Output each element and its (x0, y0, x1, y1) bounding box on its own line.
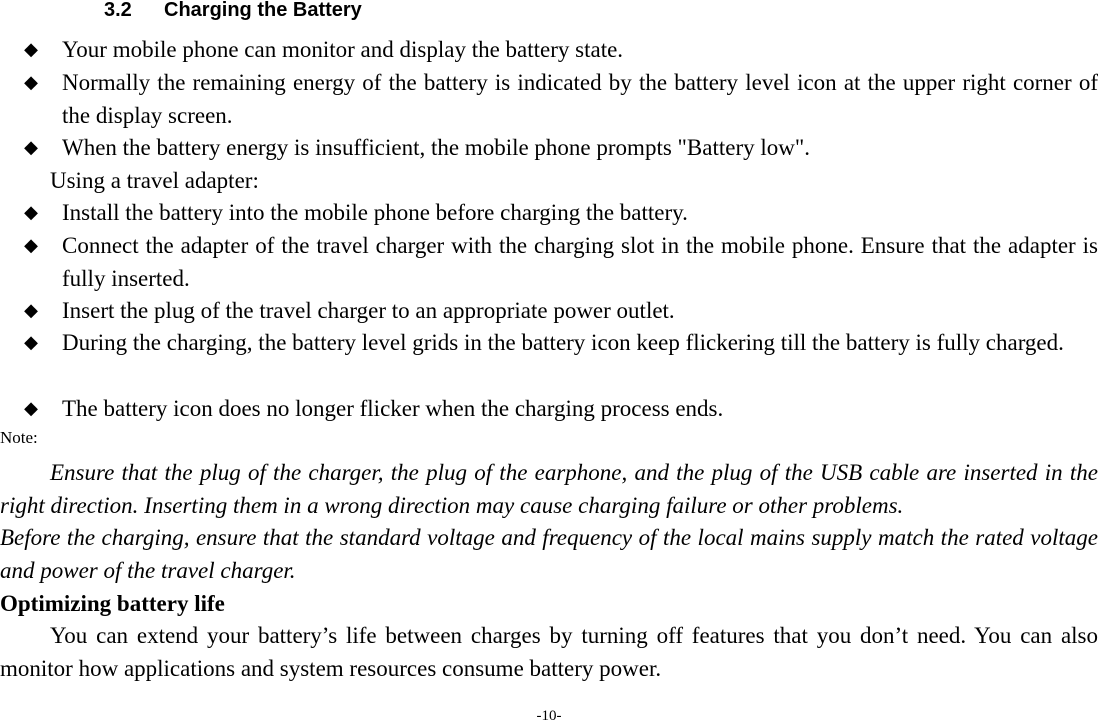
diamond-bullet-icon: ◆ (24, 72, 38, 93)
note-paragraph: Ensure that the plug of the charger, the plug of the earphone, and the plug of the USB cable are inserted in the right direction. Inserting them in a wrong direction may cause charging failure or other problems. (0, 460, 1098, 518)
bullet-text: Your mobile phone can monitor and display the battery state. (62, 37, 624, 62)
bullet-text: The battery icon does no longer flicker when the charging process ends. (62, 396, 724, 421)
bullet-item (20, 132, 1098, 165)
bullet-text: When the battery energy is insufficient, the mobile phone prompts "Battery low". (62, 135, 811, 160)
bullet-item (20, 67, 1098, 132)
bullet-item (20, 327, 1098, 360)
bullet-text: During the charging, the battery level grids in the battery icon keep flickering till the battery is fully charged. (62, 330, 1064, 355)
optimizing-heading: Optimizing battery life (0, 591, 225, 616)
diamond-bullet-icon: ◆ (24, 202, 38, 223)
section-number: 3.2 (104, 0, 132, 21)
optimizing-paragraph: You can extend your battery’s life between charges by turning off features that you don’t need. You can also monitor how applications and system resources consume battery power. (0, 623, 1098, 681)
bullet-item (20, 34, 1098, 67)
diamond-bullet-icon: ◆ (24, 398, 38, 419)
diamond-bullet-icon: ◆ (24, 235, 38, 256)
diamond-bullet-icon: ◆ (24, 39, 38, 60)
diamond-bullet-icon: ◆ (24, 332, 38, 353)
note-label: Note: (0, 428, 38, 447)
bullet-text: Insert the plug of the travel charger to an appropriate power outlet. (62, 298, 675, 323)
bullet-item (20, 393, 1098, 426)
travel-adapter-label: Using a travel adapter: (50, 168, 259, 193)
diamond-bullet-icon: ◆ (24, 137, 38, 158)
section-title: Charging the Battery (164, 0, 362, 21)
bullet-item (20, 295, 1098, 328)
note-paragraph: Before the charging, ensure that the standard voltage and frequency of the local mains supply match the rated voltage and power of the travel charger. (0, 525, 1098, 583)
diamond-bullet-icon: ◆ (24, 300, 38, 321)
page-number: -10- (536, 708, 562, 724)
bullet-item (20, 197, 1098, 230)
bullet-text: Install the battery into the mobile phone before charging the battery. (62, 200, 688, 225)
bullet-text: Normally the remaining energy of the battery is indicated by the battery level icon at the upper right corner of the display screen. (62, 70, 1098, 128)
bullet-item (20, 230, 1098, 295)
section-heading (104, 0, 362, 22)
bullet-text: Connect the adapter of the travel charger with the charging slot in the mobile phone. Ensure that the adapter is fully inserted. (62, 233, 1098, 291)
